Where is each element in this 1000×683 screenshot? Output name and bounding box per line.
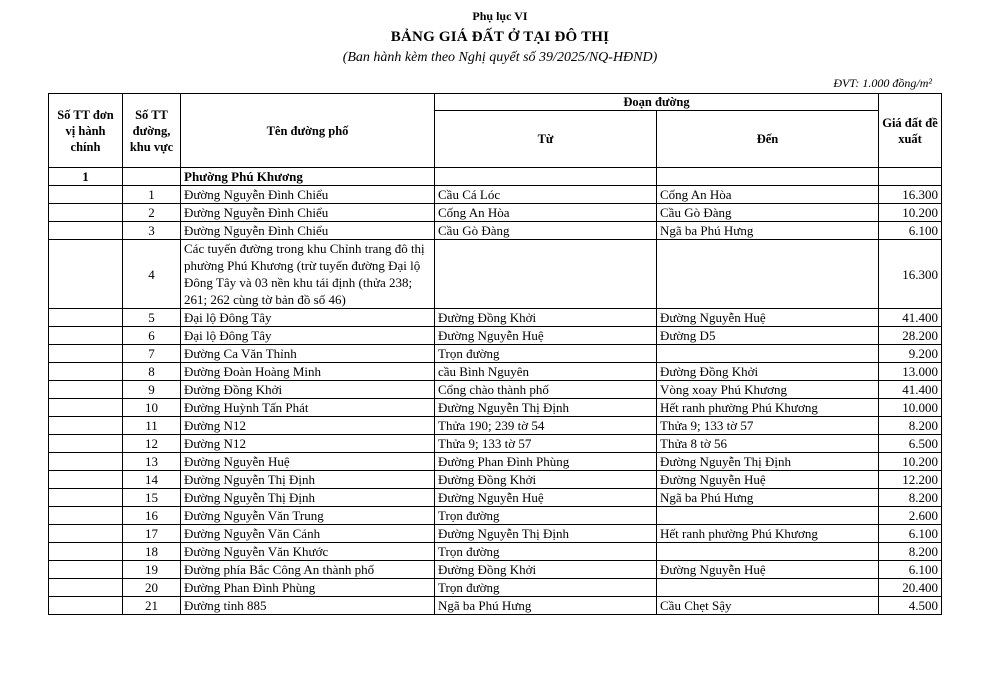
land-price: 6.500 bbox=[879, 435, 942, 453]
land-price: 12.200 bbox=[879, 471, 942, 489]
land-price: 41.400 bbox=[879, 381, 942, 399]
road-number: 7 bbox=[123, 345, 181, 363]
segment-from: Trọn đường bbox=[435, 543, 657, 561]
admin-no-cell bbox=[49, 204, 123, 222]
segment-to: Ngã ba Phú Hưng bbox=[657, 222, 879, 240]
admin-no-cell bbox=[49, 381, 123, 399]
land-price: 4.500 bbox=[879, 597, 942, 615]
land-price: 16.300 bbox=[879, 186, 942, 204]
document-subtitle: (Ban hành kèm theo Nghị quyết số 39/2025/NQ-HĐND) bbox=[342, 50, 658, 65]
table-row bbox=[49, 399, 942, 417]
road-number: 4 bbox=[123, 240, 181, 309]
table-row bbox=[49, 543, 942, 561]
segment-to: Đường Nguyễn Huệ bbox=[657, 309, 879, 327]
table-body bbox=[49, 168, 942, 615]
street-name: Đường Nguyễn Huệ bbox=[181, 453, 435, 471]
street-name: Đường Nguyễn Đình Chiểu bbox=[181, 186, 435, 204]
road-number: 18 bbox=[123, 543, 181, 561]
land-price: 6.100 bbox=[879, 525, 942, 543]
land-price: 28.200 bbox=[879, 327, 942, 345]
admin-no-cell bbox=[49, 309, 123, 327]
empty-cell bbox=[657, 168, 879, 186]
street-name: Đường phía Bắc Công An thành phố bbox=[181, 561, 435, 579]
segment-from: Đường Phan Đình Phùng bbox=[435, 453, 657, 471]
header-admin-no: Số TT đơn vị hành chính bbox=[49, 94, 123, 168]
street-name: Đường Ca Văn Thỉnh bbox=[181, 345, 435, 363]
table-row bbox=[49, 453, 942, 471]
admin-no-cell bbox=[49, 597, 123, 615]
segment-to: Hết ranh phường Phú Khương bbox=[657, 399, 879, 417]
table-row bbox=[49, 222, 942, 240]
table-row bbox=[49, 525, 942, 543]
road-number: 14 bbox=[123, 471, 181, 489]
segment-from: Đường Đồng Khởi bbox=[435, 561, 657, 579]
table-row bbox=[49, 471, 942, 489]
land-price: 8.200 bbox=[879, 417, 942, 435]
road-number: 1 bbox=[123, 186, 181, 204]
road-number: 17 bbox=[123, 525, 181, 543]
header-segment: Đoạn đường bbox=[435, 94, 879, 111]
admin-no-cell bbox=[49, 471, 123, 489]
land-price: 10.200 bbox=[879, 453, 942, 471]
admin-no-cell bbox=[49, 417, 123, 435]
admin-no-cell bbox=[49, 561, 123, 579]
segment-to: Đường Nguyễn Thị Định bbox=[657, 453, 879, 471]
empty-cell bbox=[879, 168, 942, 186]
street-name: Đường Nguyễn Thị Định bbox=[181, 471, 435, 489]
road-number: 2 bbox=[123, 204, 181, 222]
road-number: 3 bbox=[123, 222, 181, 240]
table-row bbox=[49, 381, 942, 399]
segment-to: Đường Nguyễn Huệ bbox=[657, 471, 879, 489]
street-name: Đường Đồng Khởi bbox=[181, 381, 435, 399]
header-price: Giá đất đề xuất bbox=[879, 94, 942, 168]
table-row bbox=[49, 435, 942, 453]
road-number: 12 bbox=[123, 435, 181, 453]
road-number: 20 bbox=[123, 579, 181, 597]
land-price: 8.200 bbox=[879, 543, 942, 561]
segment-from: Cầu Gò Đàng bbox=[435, 222, 657, 240]
segment-to: Đường D5 bbox=[657, 327, 879, 345]
segment-to: Cống An Hòa bbox=[657, 186, 879, 204]
segment-to bbox=[657, 579, 879, 597]
segment-from: Đường Nguyễn Huệ bbox=[435, 489, 657, 507]
road-number: 5 bbox=[123, 309, 181, 327]
road-number: 10 bbox=[123, 399, 181, 417]
road-number: 11 bbox=[123, 417, 181, 435]
street-name: Đường Nguyễn Văn Khước bbox=[181, 543, 435, 561]
segment-from: Đường Đồng Khởi bbox=[435, 309, 657, 327]
table-row bbox=[49, 579, 942, 597]
segment-from: Đường Nguyễn Thị Định bbox=[435, 399, 657, 417]
table-row bbox=[49, 507, 942, 525]
segment-from: Trọn đường bbox=[435, 579, 657, 597]
admin-no-cell bbox=[49, 240, 123, 309]
admin-no-cell bbox=[49, 543, 123, 561]
segment-from: Trọn đường bbox=[435, 345, 657, 363]
table-row bbox=[49, 240, 942, 309]
empty-cell bbox=[435, 168, 657, 186]
segment-from: Cổng chào thành phố bbox=[435, 381, 657, 399]
table-row bbox=[49, 489, 942, 507]
road-number: 13 bbox=[123, 453, 181, 471]
segment-to: Hết ranh phường Phú Khương bbox=[657, 525, 879, 543]
road-number: 19 bbox=[123, 561, 181, 579]
table-row bbox=[49, 204, 942, 222]
admin-no-cell bbox=[49, 222, 123, 240]
road-number: 9 bbox=[123, 381, 181, 399]
table-row bbox=[49, 363, 942, 381]
segment-to: Ngã ba Phú Hưng bbox=[657, 489, 879, 507]
street-name: Đường Nguyễn Văn Cánh bbox=[181, 525, 435, 543]
land-price: 10.200 bbox=[879, 204, 942, 222]
segment-to: Cầu Chẹt Sậy bbox=[657, 597, 879, 615]
table-row bbox=[49, 561, 942, 579]
land-price: 16.300 bbox=[879, 240, 942, 309]
road-number: 21 bbox=[123, 597, 181, 615]
ward-number: 1 bbox=[49, 168, 123, 186]
road-number: 8 bbox=[123, 363, 181, 381]
admin-no-cell bbox=[49, 186, 123, 204]
segment-from: Thửa 9; 133 tờ 57 bbox=[435, 435, 657, 453]
table-row bbox=[49, 417, 942, 435]
street-name: Các tuyến đường trong khu Chỉnh trang đô thị phường Phú Khương (trừ tuyến đường Đại lộ Đông Tây và 03 nền khu tái định (thửa 238; 261; 262 cùng tờ bản đồ số 46) bbox=[181, 240, 435, 309]
street-name: Đường tỉnh 885 bbox=[181, 597, 435, 615]
street-name: Đường Phan Đình Phùng bbox=[181, 579, 435, 597]
table-row bbox=[49, 345, 942, 363]
admin-no-cell bbox=[49, 327, 123, 345]
header-to: Đến bbox=[657, 111, 879, 168]
table-row bbox=[49, 309, 942, 327]
segment-from: Đường Đồng Khởi bbox=[435, 471, 657, 489]
segment-from: Đường Nguyễn Thị Định bbox=[435, 525, 657, 543]
segment-to: Thửa 8 tờ 56 bbox=[657, 435, 879, 453]
land-price: 6.100 bbox=[879, 561, 942, 579]
land-price: 6.100 bbox=[879, 222, 942, 240]
street-name: Đường Nguyễn Đình Chiểu bbox=[181, 204, 435, 222]
header-street-name: Tên đường phố bbox=[181, 94, 435, 168]
segment-to: Đường Nguyễn Huệ bbox=[657, 561, 879, 579]
empty-cell bbox=[123, 168, 181, 186]
segment-from: Trọn đường bbox=[435, 507, 657, 525]
segment-to: Cầu Gò Đàng bbox=[657, 204, 879, 222]
land-price: 2.600 bbox=[879, 507, 942, 525]
street-name: Đường Nguyễn Thị Định bbox=[181, 489, 435, 507]
admin-no-cell bbox=[49, 345, 123, 363]
land-price: 10.000 bbox=[879, 399, 942, 417]
admin-no-cell bbox=[49, 507, 123, 525]
street-name: Đường N12 bbox=[181, 435, 435, 453]
admin-no-cell bbox=[49, 435, 123, 453]
table-row bbox=[49, 186, 942, 204]
admin-no-cell bbox=[49, 489, 123, 507]
segment-to bbox=[657, 543, 879, 561]
road-number: 6 bbox=[123, 327, 181, 345]
segment-from: Đường Nguyễn Huệ bbox=[435, 327, 657, 345]
street-name: Đại lộ Đông Tây bbox=[181, 309, 435, 327]
street-name: Đường N12 bbox=[181, 417, 435, 435]
table-row bbox=[49, 327, 942, 345]
segment-to bbox=[657, 345, 879, 363]
segment-from: Cống An Hòa bbox=[435, 204, 657, 222]
admin-no-cell bbox=[49, 525, 123, 543]
ward-row bbox=[49, 168, 942, 186]
segment-from: cầu Bình Nguyên bbox=[435, 363, 657, 381]
document-title: BẢNG GIÁ ĐẤT Ở TẠI ĐÔ THỊ bbox=[390, 29, 610, 45]
segment-to: Thửa 9; 133 tờ 57 bbox=[657, 417, 879, 435]
land-price: 8.200 bbox=[879, 489, 942, 507]
land-price: 13.000 bbox=[879, 363, 942, 381]
land-price: 9.200 bbox=[879, 345, 942, 363]
segment-from bbox=[435, 240, 657, 309]
road-number: 16 bbox=[123, 507, 181, 525]
land-price: 41.400 bbox=[879, 309, 942, 327]
unit-note: ĐVT: 1.000 đồng/m² bbox=[833, 76, 932, 90]
segment-from: Thửa 190; 239 tờ 54 bbox=[435, 417, 657, 435]
segment-from: Cầu Cá Lóc bbox=[435, 186, 657, 204]
admin-no-cell bbox=[49, 453, 123, 471]
land-price: 20.400 bbox=[879, 579, 942, 597]
appendix-label: Phụ lục VI bbox=[472, 9, 528, 23]
segment-from: Ngã ba Phú Hưng bbox=[435, 597, 657, 615]
road-number: 15 bbox=[123, 489, 181, 507]
land-price-table bbox=[48, 93, 942, 615]
ward-name: Phường Phú Khương bbox=[181, 168, 435, 186]
street-name: Đường Nguyễn Đình Chiểu bbox=[181, 222, 435, 240]
street-name: Đường Huỳnh Tấn Phát bbox=[181, 399, 435, 417]
admin-no-cell bbox=[49, 363, 123, 381]
header-from: Từ bbox=[435, 111, 657, 168]
admin-no-cell bbox=[49, 579, 123, 597]
header-road-no: Số TT đường, khu vực bbox=[123, 94, 181, 168]
street-name: Đường Đoàn Hoàng Minh bbox=[181, 363, 435, 381]
table-row bbox=[49, 597, 942, 615]
segment-to bbox=[657, 240, 879, 309]
street-name: Đại lộ Đông Tây bbox=[181, 327, 435, 345]
street-name: Đường Nguyễn Văn Trung bbox=[181, 507, 435, 525]
segment-to: Đường Đồng Khởi bbox=[657, 363, 879, 381]
admin-no-cell bbox=[49, 399, 123, 417]
segment-to bbox=[657, 507, 879, 525]
segment-to: Vòng xoay Phú Khương bbox=[657, 381, 879, 399]
